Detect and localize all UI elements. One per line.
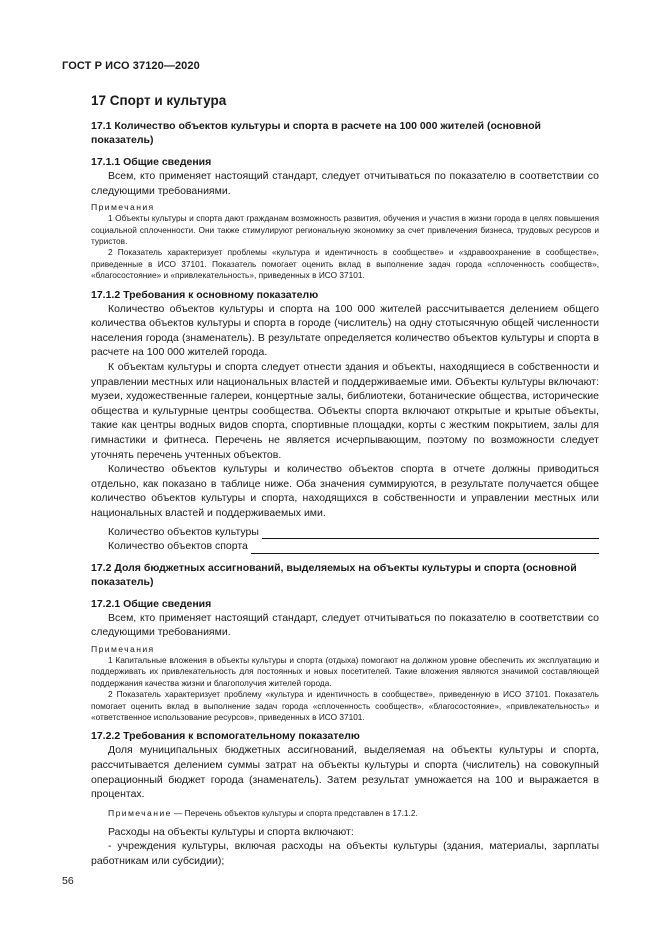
clause-17-1-2-title: 17.1.2 Требования к основному показателю <box>91 288 319 301</box>
note-17-1-1-2: 2 Показатель характеризует проблемы «культура и идентичность в сообществе» и «здравоохранение в сообществе», приведенные в ИСО 37101. Показатель помогает оценить вклад в выполнение задач города «сплоченность сообществ», «благосостояние» и «привлекательность», приведенных в ИСО 37101. <box>91 247 599 281</box>
clause-17-1-2-paragraph-1: Количество объектов культуры и спорта на 100 000 жителей рассчитывается делением общего количества объектов культуры и спорта в городе (числитель) на одну стотысячную общей численности населения города (знаменатель). В результате определяется количество объектов культуры и спорта в расчете на 100 000 жителей города. <box>91 302 599 359</box>
page-number: 56 <box>62 875 74 887</box>
subsection-17-2-title: 17.2 Доля бюджетных ассигнований, выделяемых на объекты культуры и спорта (основной показатель) <box>91 561 577 588</box>
page-content <box>91 93 599 869</box>
clause-17-1-2-paragraph-2: К объектам культуры и спорта следует отнести здания и объекты, находящиеся в собственности и управлении местных или национальных властей и поддерживаемые ими. Объекты культуры включают: музеи, художественные галереи, концертные залы, библиотеки, ботанические общества, исторические общества и культурные центры сообщества. Объекты спорта включают открытые и крытые объекты, такие как центры водных видов спорта, спортивные площадки, корты с жестким покрытием, залы для гимнастики и фитнеса. Перечень не является исчерпывающим, поэтому по возможности следует уточнять перечень учтенных объектов. <box>91 361 599 461</box>
culture-count-row <box>91 525 599 540</box>
clause-17-1-1-title: 17.1.1 Общие сведения <box>91 156 212 168</box>
note-17-2-1-2: 2 Показатель характеризует проблему «культура и идентичность в сообществе», приведенную в ИСО 37101. Показатель помогает оценить вклад в выполнение задач города «сплоченность сообществ», «благосостояние», «привлекательность» и «ответственное использование ресурсов», приведенных в ИСО 37101. <box>91 689 599 722</box>
sport-count-label: Количество объектов спорта <box>108 540 248 553</box>
culture-count-field[interactable] <box>262 527 599 539</box>
clause-17-1-2-paragraph-3: Количество объектов культуры и количество объектов спорта в отчете должны приводиться отдельно, как показано в таблице ниже. Оба значения суммируются, в результате получается общее количество объектов культуры и спорта, находящихся в собственности и управлении местных или национальных властей и поддерживаемых ими. <box>91 463 599 519</box>
subsection-17-1-title: 17.1 Количество объектов культуры и спорта в расчете на 100 000 жителей (основной показатель) <box>91 120 541 146</box>
note-17-1-1-1: 1 Объекты культуры и спорта дают гражданам возможность развития, обучения и участия в жизни города в целях повышения социальной сплоченности. Они также стимулируют региональную экономику за счет привлечения бизнеса, трудовых ресурсов и туристов. <box>91 213 599 246</box>
culture-count-label: Количество объектов культуры <box>108 525 259 538</box>
sport-count-row <box>91 539 599 554</box>
clause-17-2-2-paragraph-3: - учреждения культуры, включая расходы на объекты культуры (здания, материалы, зарплаты работникам или субсидии); <box>91 840 599 867</box>
note-17-2-1-1: 1 Капитальные вложения в объекты культуры и спорта (отдыха) помогают на должном уровне обеспечить их эксплуатацию и поддерживать их привлекательность для постоянных и новых посетителей. Такие вложения являются значимой составляющей поддержания качества жизни и благополучия жителей города. <box>91 654 599 688</box>
clause-17-2-1-text: Всем, кто применяет настоящий стандарт, следует отчитываться по показателю в соответствии со следующими требованиями. <box>91 611 599 639</box>
section-title: 17 Спорт и культура <box>91 93 227 108</box>
clause-17-2-1-title: 17.2.1 Общие сведения <box>91 597 212 610</box>
inline-note-label: Примечание <box>108 807 172 818</box>
clause-17-2-2-paragraph-1: Доля муниципальных бюджетных ассигнований, выделяемая на объекты культуры и спорта, рассчитывается делением суммы затрат на объекты культуры и спорта (числитель) на совокупный операционный бюджет города (знаменатель). Затем результат умножается на 100 и выражается в процентах. <box>91 744 599 801</box>
inline-note <box>91 806 599 820</box>
clause-17-2-2-title: 17.2.2 Требования к вспомогательному показателю <box>91 730 360 743</box>
clause-17-2-2-paragraph-2: Расходы на объекты культуры и спорта включают: <box>108 825 354 838</box>
sport-count-field[interactable] <box>251 542 599 554</box>
notes-label: Примечания <box>91 202 155 213</box>
inline-note-text: — Перечень объектов культуры и спорта представлен в 17.1.2. <box>171 807 418 818</box>
clause-17-1-1-text: Всем, кто применяет настоящий стандарт, следует отчитываться по показателю в соответствии со следующими требованиями. <box>91 170 599 197</box>
running-header: ГОСТ Р ИСО 37120—2020 <box>62 60 200 72</box>
notes-label: Примечания <box>91 643 155 654</box>
